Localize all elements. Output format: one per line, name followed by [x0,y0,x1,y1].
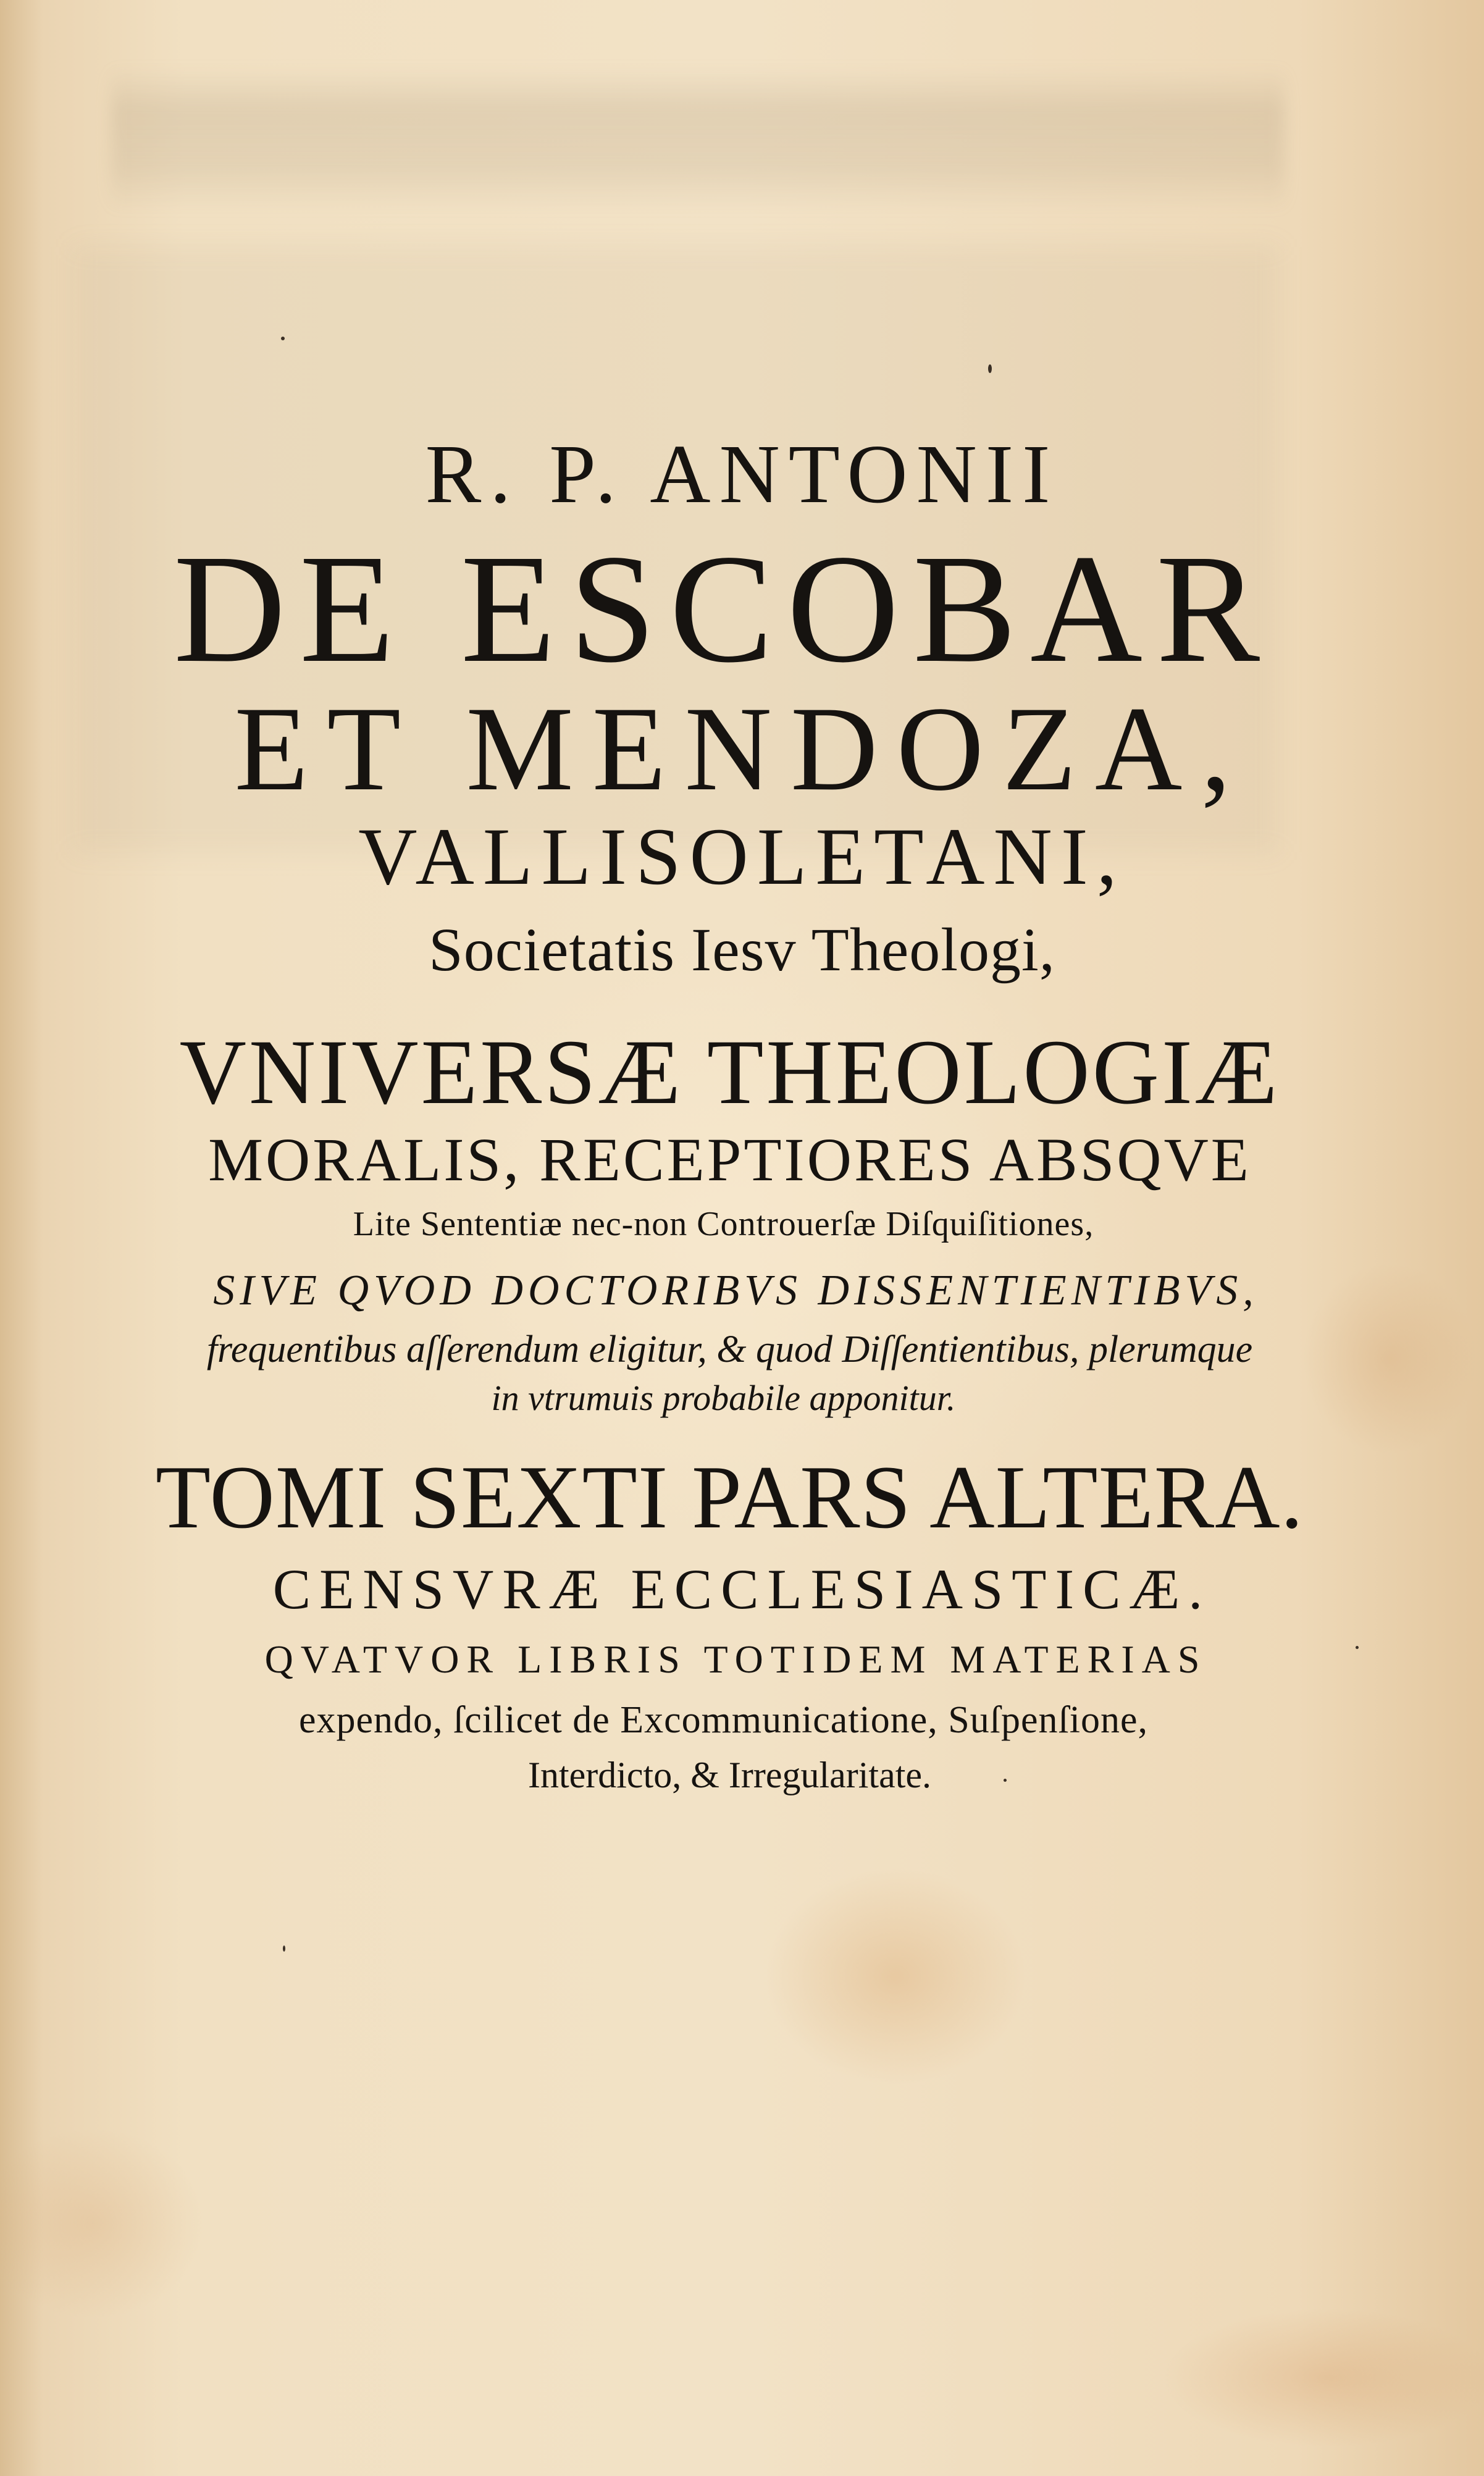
subject-heading: CENSVRÆ ECCLESIASTICÆ. [272,1558,1212,1621]
ink-speck [281,337,285,340]
author-order: Societatis Iesv Theologi, [429,915,1055,984]
ink-speck [283,1945,285,1952]
contents-line-1: QVATVOR LIBRIS TOTIDEM MATERIAS [264,1637,1207,1681]
ink-speck [1004,1779,1007,1782]
author-line-3: ET MENDOZA, [234,682,1250,816]
subtitle-line-3: in vtrumuis probabile apponitur. [491,1378,956,1418]
volume-heading: TOMI SEXTI PARS ALTERA. [155,1447,1304,1547]
contents-line-3: Interdicto, & Irregularitate. [527,1755,932,1795]
contents-line-2: expendo, ſcilicet de Excommunicatione, Suſpenſione, [298,1699,1148,1741]
author-origin: VALLISOLETANI, [358,811,1126,902]
author-line-2: DE ESCOBAR [173,522,1274,695]
work-title-line-1: VNIVERSÆ THEOLOGIÆ [179,1021,1280,1123]
subtitle-line-2: frequentibus aſſerendum eligitur, & quod Diſſentientibus, plerumque [206,1328,1253,1370]
ink-speck [1356,1646,1359,1649]
author-line-1: R. P. ANTONII [425,428,1059,521]
subtitle-line-1: SIVE QVOD DOCTORIBVS DISSENTIENTIBVS, [213,1267,1259,1314]
ink-speck [988,364,992,373]
ink-show-through-top [111,68,1285,210]
work-title-line-2: MORALIS, RECEPTIORES ABSQVE [208,1125,1251,1194]
work-title-line-3: Lite Sententiæ nec-non Controuerſæ Diſquiſitiones, [353,1205,1094,1243]
